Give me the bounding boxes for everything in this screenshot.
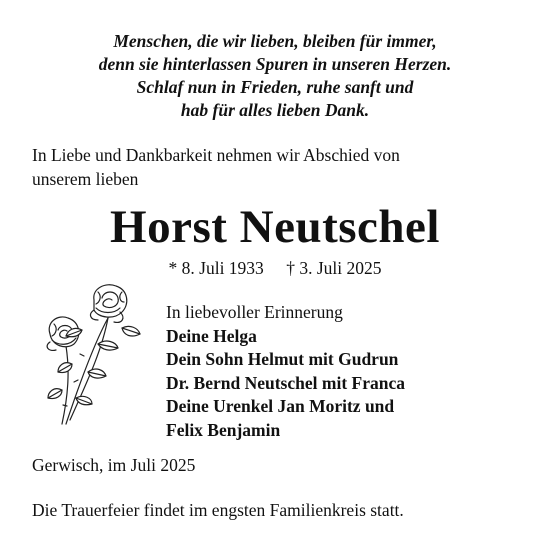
memorial-poem xyxy=(0,30,550,122)
mourners-lead: In liebevoller Erinnerung xyxy=(166,302,343,322)
deceased-name: Horst Neutschel xyxy=(110,201,440,253)
birth-date: * 8. Juli 1933 xyxy=(168,258,264,278)
intro-line: unserem lieben xyxy=(32,169,139,189)
farewell-intro xyxy=(32,143,512,191)
mourner-name: Dein Sohn Helmut mit Gudrun xyxy=(166,349,399,369)
mourner-name: Felix Benjamin xyxy=(166,419,281,440)
life-dates xyxy=(0,256,550,280)
poem-line: hab für alles lieben Dank. xyxy=(180,100,370,120)
poem-line: Schlaf nun in Frieden, ruhe sanft und xyxy=(136,77,414,97)
mourners-list xyxy=(166,301,526,442)
poem-line: Menschen, die wir lieben, bleiben für immer, xyxy=(113,31,437,51)
intro-line: In Liebe und Dankbarkeit nehmen wir Abschied von xyxy=(32,145,400,165)
rose-upper-icon xyxy=(91,285,127,323)
roses-illustration-icon xyxy=(36,280,154,430)
place-and-date: Gerwisch, im Juli 2025 xyxy=(32,455,196,475)
mourner-name: Deine Helga xyxy=(166,325,257,346)
mourner-name: Dr. Bernd Neutschel mit Franca xyxy=(166,372,405,393)
mourner-name: Deine Urenkel Jan Moritz und xyxy=(166,396,395,416)
funeral-notice: Die Trauerfeier findet im engsten Familienkreis statt. xyxy=(32,500,404,520)
death-date: † 3. Juli 2025 xyxy=(286,258,382,278)
poem-line: denn sie hinterlassen Spuren in unseren Herzen. xyxy=(98,54,452,74)
